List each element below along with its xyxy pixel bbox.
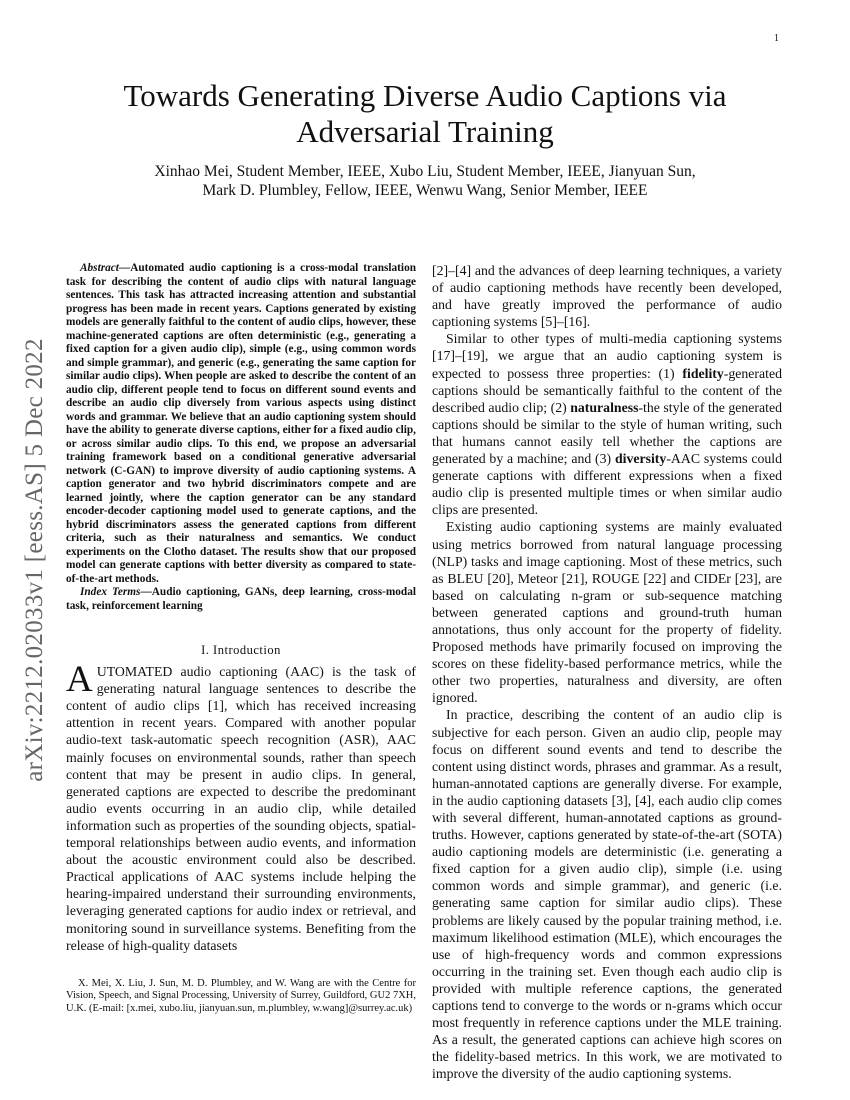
right-column xyxy=(432,262,782,1083)
p2-text-b: -generated captions should be semantically faithful to the content of the described audio clip; (2) xyxy=(432,365,782,415)
intro-paragraph-1 xyxy=(66,659,416,954)
right-paragraph-2 xyxy=(432,330,782,518)
author-list xyxy=(90,162,760,200)
arxiv-identifier: arXiv:2212.02033v1 [eess.AS] 5 Dec 2022 xyxy=(21,338,48,782)
footnote: X. Mei, X. Liu, J. Sun, M. D. Plumbley, and W. Wang are with the Centre for Vision, Speech, and Signal Processing, University of Surrey, Guildford, GU2 7XH, U.K. (E-mail: [x.mei, xubo.liu, jianyuan.sun, m.plumbley, w.wang]@surrey.ac.uk) xyxy=(66,977,416,1014)
index-terms-label: Index Terms xyxy=(80,586,141,598)
abstract-text: —Automated audio captioning is a cross-modal translation task for describing the content of audio clips with natural language sentences. This task has attracted increasing attention and substantial progress has been made in recent years. Captions generated by existing models are generally faithful to the content of audio clips, however, these machine-generated captions are often deterministic (e.g., generating a fixed caption for a given audio clip), simple (e.g., using common words and simple grammar), and generic (e.g., generating the same caption for similar audio clips). When people are asked to describe the content of an audio clip, different people tend to focus on different sound events and describe an audio clip diversely from various aspects using distinct words and grammar. We believe that an audio captioning system should have the ability to generate diverse captions, either for a fixed audio clip, or across similar audio clips. To this end, we propose an adversarial training framework based on a conditional generative adversarial network (C-GAN) to improve diversity of audio captioning systems. A caption generator and two hybrid discriminators compete and are learned jointly, where the caption generator can be any standard encoder-decoder captioning model used to generate captions, and the hybrid discriminators assess the generated captions from different criteria, such as their naturalness and semantics. We conduct experiments on the Clotho dataset. The results show that our proposed model can generate captions with better diversity as compared to state-of-the-art methods. xyxy=(66,262,416,585)
author-line-2: Mark D. Plumbley, Fellow, IEEE, Wenwu Wang, Senior Member, IEEE xyxy=(202,182,648,199)
term-fidelity: fidelity xyxy=(682,365,724,381)
left-column xyxy=(66,262,416,1026)
abstract-label: Abstract xyxy=(80,262,119,274)
term-naturalness: naturalness xyxy=(570,399,639,415)
page-number: 1 xyxy=(774,33,779,44)
index-terms-text: —Audio captioning, GANs, deep learning, cross-modal task, reinforcement learning xyxy=(66,586,416,612)
drop-cap: A xyxy=(66,659,93,701)
p2-text-d: -AAC systems could generate captions with different expressions when a fixed audio clip is presented multiple times or when similar audio clips are presented. xyxy=(432,451,782,518)
right-paragraph-4: In practice, describing the content of an audio clip is subjective for each person. Given an audio clip, people may focus on different sound events and tend to describe the content using distinct words, phrases and grammar. As a result, human-annotated captions are generally diverse. For example, in the audio captioning datasets [3], [4], each audio clip comes with several different, human-annotated captions as ground-truths. However, captions generated by state-of-the-art (SOTA) audio captioning models are deterministic (i.e. generating a fixed caption for a given audio clip), simple (i.e. using common words and simple grammar), and generic (i.e. generating same caption for similar audio clips). These problems are likely caused by the popular training method, i.e. maximum likelihood estimation (MLE), which encourages the use of high-frequency words and common expressions occurring in the training set. Even though each audio clip is provided with multiple reference captions, the generated captions tend to converge to the words or n-grams which occur most frequently in reference captions under the MLE training. As a result, the generated captions can achieve high scores on the fidelity-based metrics. In this work, we are motivated to improve the diversity of the audio captioning systems. xyxy=(432,707,782,1082)
abstract xyxy=(66,262,416,586)
term-diversity: diversity xyxy=(614,451,667,467)
p2-text-a: Similar to other types of multi-media captioning systems [17]–[19], we argue that an audio captioning system is expected to possess three properties: (1) xyxy=(432,331,782,381)
paper-title: Towards Generating Diverse Audio Captions via Adversarial Training xyxy=(123,78,727,149)
section-heading-introduction: I. Introduction xyxy=(201,643,281,657)
p2-text-c: -the style of the generated captions should be similar to the style of human writing, such that humans cannot easily tell whether the captions are generated by a machine; and (3) xyxy=(432,399,782,467)
index-terms xyxy=(66,586,416,613)
right-paragraph-1: [2]–[4] and the advances of deep learning techniques, a variety of audio captioning methods have recently been developed, and have greatly improved the performance of audio captioning systems [5]–[16]. xyxy=(432,263,782,330)
right-paragraph-3: Existing audio captioning systems are mainly evaluated using metrics borrowed from natural language processing (NLP) tasks and image captioning. Most of these metrics, such as BLEU [20], Meteor [21], ROUGE [22] and CIDEr [23], are based on calculating n-gram or sub-sequence matching between generated captions and ground-truth human annotations, thus only account for the property of fidelity. Proposed methods have primarily focused on improving the scores on these fidelity-based performance metrics, while the other two properties, naturalness and diversity, are often ignored. xyxy=(432,519,782,706)
intro-paragraph-1-text: UTOMATED audio captioning (AAC) is the task of generating natural language sentences to describe the content of audio clips [1], which has received increasing attention in recent years. Compared with another popular audio-text task-automatic speech recognition (ASR), AAC mainly focuses on environmental sounds, rather than speech content that may be present in audio clips. In general, generated captions are expected to describe the predominant audio events occurring in an audio clip, while detailed information such as properties of the sounding objects, spatial-temporal relationships between audio events, and information about the acoustic environment could also be described. Practical applications of AAC systems include helping the hearing-impaired understand their surrounding environments, leveraging generated captions for audio index or retrieval, and monitoring sound in surveillance systems. Benefiting from the release of high-quality datasets xyxy=(66,664,416,953)
author-line-1: Xinhao Mei, Student Member, IEEE, Xubo Liu, Student Member, IEEE, Jianyuan Sun, xyxy=(154,163,696,180)
